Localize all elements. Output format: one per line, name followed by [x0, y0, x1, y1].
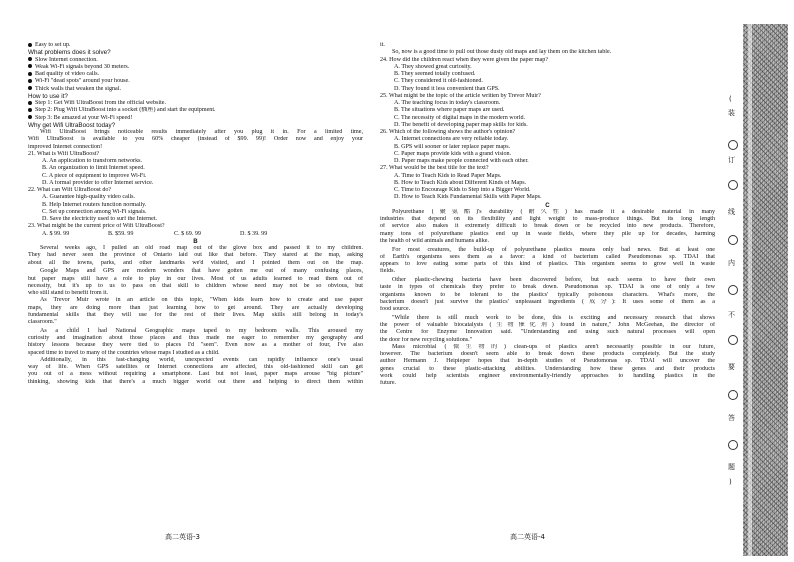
- answer-option: [380, 194, 715, 201]
- line-text: B. An organization to limit Internet speed.: [42, 165, 145, 172]
- line-text: Wifi UltraBoost is available to you 60% cheaper (instead of $99. 99)! Order now and enjoy your: [28, 136, 363, 143]
- line-text: How to use it?: [28, 92, 68, 100]
- text-line: [28, 357, 363, 364]
- answer-option: [380, 107, 715, 114]
- line-text: A. Time to Teach Kids to Read Paper Maps.: [394, 172, 502, 179]
- text-line: [380, 261, 715, 268]
- line-text: the Centre for Enzyme Innovation said. "Understanding and using such natural processes will open: [380, 329, 715, 336]
- bullet-icon: [28, 86, 32, 90]
- bullet-item: [28, 78, 363, 85]
- text-line: [28, 364, 363, 371]
- binding-hole: [728, 235, 738, 245]
- text-line: [380, 223, 715, 230]
- text-line: [28, 312, 363, 319]
- text-line: [28, 326, 363, 335]
- line-text: Mass microbial (微生物的) clean-ups of plastics aren't necessarily possible in our future,: [392, 343, 715, 350]
- text-line: [28, 260, 363, 267]
- text-line: [380, 299, 715, 306]
- line-text: Why get Wifi UltraBoost today?: [28, 121, 116, 129]
- text-line: [380, 284, 715, 291]
- line-text: way of life. When GPS satellites or Internet connections are affected, this old-fashioned skill can get: [28, 364, 363, 370]
- answer-option: [28, 209, 363, 216]
- bullet-icon: [28, 108, 32, 112]
- answer-options-row: [28, 231, 363, 238]
- answer-option: [380, 144, 715, 151]
- bullet-item: [28, 42, 363, 49]
- line-text: B: [193, 237, 198, 245]
- answer-option: [380, 180, 715, 187]
- bullet-item: [28, 71, 363, 78]
- text-line: [28, 335, 363, 342]
- question-stem: [380, 57, 715, 64]
- binding-hole: [728, 180, 738, 190]
- answer-option: [380, 151, 715, 158]
- answer-option: [28, 158, 363, 165]
- binding-line: [748, 24, 752, 556]
- bullet-icon: [28, 79, 32, 83]
- line-text: What problems does it solve?: [28, 49, 111, 57]
- line-text: 26. Which of the following shows the author's opinion?: [380, 129, 516, 135]
- line-text: Weak Wi-Fi signals beyond 30 meters.: [35, 63, 130, 70]
- line-text: Wi-Fi "dead spots" around your house.: [35, 78, 130, 85]
- line-text: organisms known to be tolerant to the plastics' typically poisonous characters. What's more, the: [380, 291, 715, 298]
- line-text: A. Internet connections are very reliable today.: [394, 136, 509, 143]
- text-line: [28, 290, 363, 297]
- passage-label: [380, 202, 715, 209]
- line-text: A. The teaching focus in today's classroom.: [394, 100, 501, 106]
- text-line: [28, 297, 363, 304]
- binding-char: 要: [728, 363, 735, 371]
- question-stem: [28, 223, 363, 230]
- answer-option: [28, 216, 363, 223]
- line-text: B. They seemed totally confused.: [394, 71, 476, 77]
- section-heading: [28, 93, 363, 100]
- line-text: of service also makes it extremely difficult to break down or be recycled into new products. Therefore,: [380, 223, 715, 230]
- line-text: C. A piece of equipment to improve Wi-Fi.: [42, 172, 147, 179]
- left-column: [28, 42, 363, 386]
- bullet-icon: [28, 57, 32, 61]
- line-text: maps, they are doing more than just learning how to get around. They are actually developing: [28, 304, 363, 311]
- text-line: [380, 344, 715, 351]
- line-text: taste in types of chemicals they prefer to break down. Pseudomonas sp. TDAI is one of only a few: [380, 284, 715, 291]
- answer-option: [380, 71, 715, 78]
- text-line: [380, 49, 715, 56]
- page-number-right: 高二英语-4: [510, 533, 545, 541]
- line-text: Step 2: Plug Wifi UltraBoost into a socket (插座) and start the equipment.: [35, 107, 216, 114]
- answer-option: [28, 173, 363, 180]
- text-line: [380, 292, 715, 299]
- line-text: A. An application to transform networks.: [42, 158, 143, 164]
- binding-char: 订: [728, 156, 735, 164]
- line-text: thinking, showing kids that there's a much bigger world out there and helping to direct them within: [28, 378, 363, 385]
- page-number-left: 高二英语-3: [165, 533, 200, 541]
- binding-char: 题: [728, 463, 735, 471]
- line-text: Bad quality of video calls.: [35, 71, 100, 77]
- line-text: Other plastic-chewing bacteria have been discovered before, but each seems to have their own: [392, 277, 715, 283]
- line-text: As Trevor Muir wrote in an article on this topic, "When kids learn how to create and use paper: [40, 297, 363, 304]
- text-line: [28, 144, 363, 151]
- line-text: the door for new recycling solutions.": [380, 336, 473, 343]
- line-text: of Earth's organisms sees them as a favor: a kind of bacterium called Pseudomonas sp. TDAI that: [380, 253, 715, 260]
- text-line: [380, 306, 715, 313]
- line-text: improved Internet connection!: [28, 143, 103, 150]
- text-line: [380, 358, 715, 365]
- bullet-icon: [28, 43, 32, 47]
- text-line: [380, 329, 715, 336]
- line-text: Slow Internet connection.: [35, 56, 98, 63]
- text-line: [28, 267, 363, 276]
- line-text: Several weeks ago, I pulled an old road map out of the glove box and passed it to my children.: [40, 245, 363, 251]
- answer-option: [28, 180, 363, 187]
- line-text: fields.: [380, 268, 396, 275]
- bullet-icon: [28, 115, 32, 119]
- answer-option: [380, 100, 715, 107]
- bullet-item: [28, 57, 363, 64]
- binding-char: 不: [728, 311, 735, 319]
- line-text: author Hermann J. Heipieper hopes that in-depth studies of Pseudomonas sp. TDAI will uncover the: [380, 358, 715, 365]
- text-line: [380, 42, 715, 49]
- line-text: D. How to Teach Kids Fundamental Skills with Paper Maps.: [394, 194, 542, 201]
- answer-option: [380, 78, 715, 85]
- answer-option: [28, 165, 363, 172]
- text-line: [28, 276, 363, 283]
- line-text: B. How to Teach Kids about Different Kinds of Maps.: [394, 179, 527, 186]
- text-line: [380, 366, 715, 373]
- line-text: 24. How did the children react when they were given the paper map?: [380, 56, 549, 63]
- text-line: [28, 305, 363, 312]
- bullet-item: [28, 86, 363, 93]
- binding-hole: [728, 440, 738, 450]
- text-line: [380, 268, 715, 275]
- line-text: D. Save the electricity used to surf the Internet.: [42, 216, 158, 222]
- line-text: They had never seen the province of Ontario laid out like that before. They stared at the map, asking: [28, 252, 363, 259]
- line-text: D. A formal provider to offer Internet service.: [42, 179, 154, 186]
- line-text: work could help scientists engineer environmentally-friendly approaches to handling plastics in the: [380, 372, 715, 379]
- line-text: For most creatures, the build-up of polyurethane plastics means only bad news. But at least one: [392, 246, 715, 253]
- answer-option: [380, 64, 715, 71]
- bullet-item: [28, 115, 363, 122]
- answer-option: [380, 158, 715, 165]
- bullet-icon: [28, 101, 32, 105]
- line-text: D. They found it less convenient than GPS.: [394, 85, 500, 92]
- line-text: Thick walls that weaken the signal.: [35, 85, 121, 92]
- binding-char: 答: [728, 414, 735, 422]
- line-text: the health of wild animals and humans alike.: [380, 237, 489, 244]
- line-text: it.: [380, 42, 385, 48]
- right-column: [380, 42, 715, 387]
- text-line: [28, 136, 363, 143]
- line-text: food source.: [380, 306, 411, 312]
- text-line: [380, 373, 715, 380]
- line-text: 22. What can Wifi UltraBoost do?: [28, 187, 112, 193]
- line-text: D. Paper maps make people connected with each other.: [394, 158, 529, 164]
- line-text: genes crucial to these plastic-attacking abilities. Understanding how these genes and their products: [380, 365, 715, 372]
- question-stem: [28, 151, 363, 158]
- line-text: So, now is a good time to pull out those dusty old maps and lay them on the kitchen table.: [392, 49, 612, 56]
- line-text: 23. What might be the current price of Wifi UltraBoost?: [28, 223, 165, 230]
- answer-option: [28, 202, 363, 209]
- text-line: [28, 379, 363, 386]
- answer-option: [380, 122, 715, 129]
- line-text: Easy to set up.: [35, 42, 71, 48]
- line-text: C. The necessity of digital maps in the modern world.: [394, 114, 526, 121]
- text-line: [380, 322, 715, 329]
- line-text: Step 3: Be amazed at your Wi-Fi speed!: [35, 114, 133, 121]
- line-text: 27. What would be the best title for the text?: [380, 165, 489, 172]
- line-text: appears to love eating some parts of this kind of plastics. This organism seems to grow well in waste: [380, 261, 715, 267]
- binding-hole: [728, 335, 738, 345]
- line-text: you out of a mess without requiring a smartphone. Last but not least, paper maps arouse "big picture": [28, 371, 363, 378]
- line-text: C: [545, 201, 550, 209]
- text-line: [380, 238, 715, 245]
- line-text: future.: [380, 380, 397, 386]
- binding-char: 线: [728, 208, 735, 216]
- text-line: [380, 209, 715, 216]
- line-text: "While there is still much work to be done, this is exciting and necessary research that shows: [392, 314, 715, 321]
- answer-option: [380, 86, 715, 93]
- line-text: As a child I had National Geographic maps taped to my bedroom walls. This aroused my: [40, 327, 363, 334]
- text-line: [28, 245, 363, 252]
- line-text: C. Set up connection among Wi-Fi signals.: [42, 208, 147, 215]
- question-stem: [380, 165, 715, 172]
- question-stem: [380, 93, 715, 100]
- bullet-icon: [28, 72, 32, 76]
- line-text: 21. What is Wifi UltraBoost?: [28, 150, 100, 157]
- answer-option: C. $ 69. 99: [174, 230, 201, 237]
- line-text: but paper maps still have a role to play in our lives. Most of us adults learned to read them out of: [28, 275, 363, 282]
- binding-char: ): [729, 478, 732, 486]
- line-text: A. Guarantee high-quality video calls.: [42, 194, 136, 201]
- line-text: bacterium doesn't just survive the plastics' unpleasant ingredients (成分): It uses some of them as a: [380, 298, 715, 305]
- bullet-item: [28, 64, 363, 71]
- text-line: [28, 319, 363, 326]
- line-text: C. Time to Encourage Kids to Step into a Bigger World.: [394, 187, 531, 193]
- line-text: classroom.": [28, 319, 57, 325]
- question-stem: [28, 187, 363, 194]
- line-text: however. The bacterium doesn't seem able to break down these products completely. But the study: [380, 351, 715, 357]
- line-text: Google Maps and GPS are modern wonders that have gotten me out of many confusing places,: [40, 268, 363, 275]
- line-text: curiosity and imagination about those places and thus made me eager to remember my geography and: [28, 335, 363, 341]
- line-text: C. They considered it old-fashioned.: [394, 78, 483, 85]
- line-text: B. The situations where paper maps are used.: [394, 107, 505, 114]
- binding-hole: [728, 390, 738, 400]
- line-text: industries that depend on its flexibility and light weight to mass-produce things. But its long length: [380, 216, 715, 222]
- bullet-item: [28, 107, 363, 114]
- line-text: many tons of polyurethane plastics end up in waste fields, where they pile up for decades, harming: [380, 230, 715, 237]
- text-line: [380, 351, 715, 358]
- section-heading: [28, 49, 363, 56]
- answer-option: A. $ 99. 99: [42, 230, 70, 237]
- answer-option: B. $59. 99: [108, 230, 134, 237]
- line-text: the power of valuable biocatalysts (生物催化剂) found in nature," John McGeehan, the director of: [380, 322, 715, 328]
- text-line: [380, 276, 715, 285]
- answer-option: [380, 187, 715, 194]
- text-line: [380, 380, 715, 387]
- binding-char: 装: [728, 109, 735, 117]
- line-text: who still stand to benefit from it.: [28, 290, 109, 296]
- answer-option: D. $ 39. 99: [240, 230, 268, 237]
- line-text: about all the towns, parks, and other landmarks we'd visited, and I pointed them out on the map.: [28, 259, 363, 266]
- passage-label: [28, 238, 363, 245]
- line-text: Additionally, in this fast-changing world, unexpected events can rapidly influence one's usual: [40, 356, 363, 363]
- answer-option: [28, 194, 363, 201]
- line-text: B. GPS will sooner or later replace paper maps.: [394, 143, 511, 150]
- binding-hole: [728, 140, 738, 150]
- line-text: history lessons because they were tied to places I'd "seen". Even now as a mother of four, I've also: [28, 342, 363, 349]
- line-text: fundamental skills that they will use for the rest of their lives. Map skills still belong in today's: [28, 311, 363, 318]
- text-line: [28, 371, 363, 378]
- line-text: C. Paper maps provide kids with a grand vision.: [394, 150, 512, 157]
- answer-option: [380, 115, 715, 122]
- section-heading: [28, 122, 363, 129]
- line-text: D. The benefit of developing paper map skills for kids.: [394, 121, 528, 128]
- text-line: [28, 252, 363, 259]
- question-stem: [380, 129, 715, 136]
- text-line: [28, 350, 363, 357]
- line-text: spaced time to travel to many of the countries whose maps I studied as a child.: [28, 349, 220, 356]
- text-line: [380, 313, 715, 322]
- line-text: Step 1: Get Wifi UltraBoost from the official website.: [35, 100, 167, 106]
- text-line: [28, 283, 363, 290]
- line-text: A. They showed great curiosity.: [394, 63, 472, 70]
- line-text: necessity, but it's up to us to pass on that skill to children whose need may not be so obvious, but: [28, 282, 363, 289]
- text-line: [28, 342, 363, 349]
- text-line: [28, 129, 363, 136]
- answer-option: [380, 136, 715, 143]
- text-line: [380, 254, 715, 261]
- binding-char: (: [729, 95, 732, 103]
- text-line: [380, 231, 715, 238]
- text-line: [380, 216, 715, 223]
- binding-char: 内: [728, 259, 735, 267]
- bullet-icon: [28, 64, 32, 68]
- bullet-item: [28, 100, 363, 107]
- binding-hole: [728, 285, 738, 295]
- line-text: Polyurethane (聚氨酯)'s durability (耐久性) has made it a desirable material in many: [392, 208, 715, 215]
- text-line: [380, 337, 715, 344]
- line-text: 25. What might be the topic of the article written by Trevor Muir?: [380, 92, 541, 99]
- line-text: Wifi UltraBoost brings noticeable results immediately after you plug it in. For a limited time,: [40, 129, 363, 135]
- text-line: [380, 245, 715, 254]
- answer-option: [380, 173, 715, 180]
- line-text: B. Help Internet routers function normally.: [42, 201, 147, 208]
